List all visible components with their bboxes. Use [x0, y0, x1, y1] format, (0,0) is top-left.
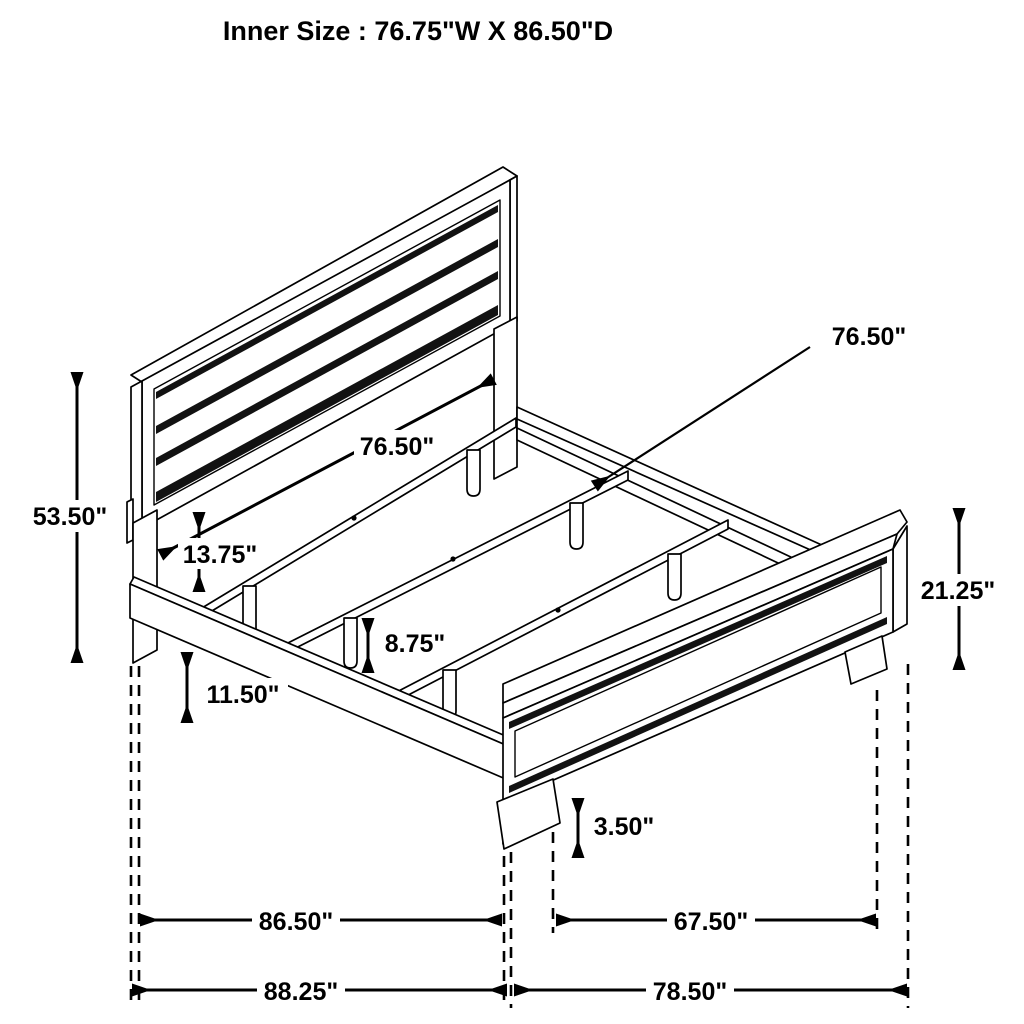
headboard-right-post: [494, 317, 517, 479]
support-leg: [668, 554, 681, 600]
dim-overall-depth: [134, 973, 505, 1007]
headboard: [127, 167, 517, 663]
cross-slat: [278, 471, 628, 657]
dim-rail-height-label: 11.50": [206, 681, 280, 709]
dim-slat-leg-height-label: 8.75": [384, 630, 446, 658]
headboard-right-edge: [510, 176, 517, 325]
screw-dot: [555, 607, 560, 612]
dim-headboard-width-label: 76.50": [359, 433, 435, 461]
dim-foot-height-label: 3.50": [593, 813, 655, 841]
support-leg: [467, 450, 480, 496]
dim-slat-leg-height: [368, 620, 451, 671]
support-leg: [570, 503, 583, 549]
dim-headboard-height: [26, 374, 114, 661]
dim-footboard-depth-label: 78.50": [652, 978, 728, 1006]
back-side-rail: [517, 407, 824, 556]
dim-side-rail-span: [142, 903, 500, 937]
dim-overall-depth-label: 88.25": [263, 978, 339, 1006]
dim-footboard-height: [914, 510, 1004, 668]
dim-footboard-depth: [516, 973, 905, 1007]
screw-dot: [351, 515, 356, 520]
dim-footboard-floor-span-label: 67.50": [673, 908, 749, 936]
screw-dot: [450, 556, 455, 561]
dim-footboard-floor-span: [558, 903, 874, 937]
dim-slat-width: [596, 323, 906, 485]
dim-footboard-height-label: 21.25": [920, 577, 996, 605]
diagram-title: Inner Size : 76.75"W X 86.50"D: [222, 16, 614, 46]
dim-slat-width-label: 76.50": [831, 323, 907, 351]
dim-headboard-panel-label: 13.75": [182, 541, 258, 569]
bed-frame-drawing: [127, 167, 907, 849]
leader-line: [596, 347, 810, 485]
dim-headboard-height-label: 53.50": [32, 503, 108, 531]
dim-side-rail-span-label: 86.50": [258, 908, 334, 936]
dim-foot-height: [578, 800, 659, 856]
footboard: [497, 510, 907, 849]
headboard-rail-bracket: [127, 499, 133, 543]
support-leg: [344, 618, 357, 668]
